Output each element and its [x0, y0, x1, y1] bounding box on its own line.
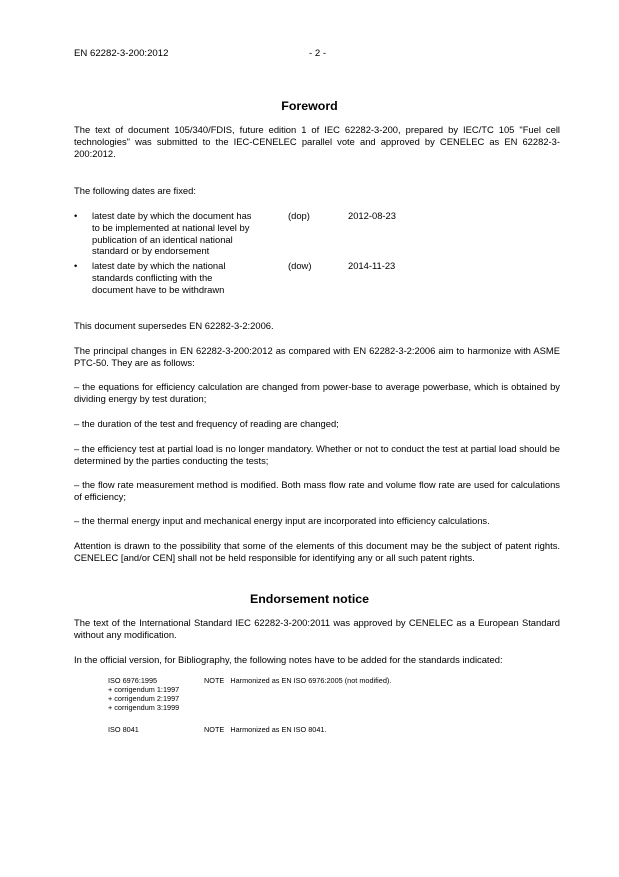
foreword-intro: The text of document 105/340/FDIS, future edition 1 of IEC 62282-3-200, prepared by IEC/TC 105 "Fuel cell technologies" was submitted to the IEC-CENELEC parallel vote and approved by CENELEC as EN 62282-3-200:2012. [74, 124, 560, 159]
biblio-standard-line: + corrigendum 3:1999 [108, 703, 180, 712]
dates-item-line: publication of an identical national [92, 233, 233, 245]
dates-item-line: document have to be withdrawn [92, 283, 225, 295]
dates-bullet: • [74, 210, 78, 221]
dates-item-line: latest date by which the national [92, 260, 226, 271]
supersedes-text: This document supersedes EN 62282-3-2:2006. [74, 320, 274, 331]
biblio-standard-line: + corrigendum 1:1997 [108, 685, 180, 694]
dates-item-code: (dow) [288, 260, 312, 271]
change-item: – the efficiency test at partial load is no longer mandatory. Whether or not to conduct the test at partial load should be determined by the parties conducting the tests; [74, 443, 560, 466]
endorsement-text: The text of the International Standard IEC 62282-3-200:2011 was approved by CENELEC as a European Standard without any modification. [74, 617, 560, 640]
biblio-standard-line: ISO 6976:1995 [108, 676, 158, 685]
bibliography-intro: In the official version, for Bibliography, the following notes have to be added for the standards indicated: [74, 654, 503, 665]
biblio-standard [108, 676, 179, 712]
biblio-standard-line: + corrigendum 2:1997 [108, 694, 180, 703]
foreword-title: Foreword [281, 99, 338, 113]
header-doc-id: EN 62282-3-200:2012 [74, 48, 169, 59]
dates-item-date: 2014-11-23 [348, 260, 396, 271]
dates-item-description [92, 210, 280, 257]
dates-bullet: • [74, 260, 78, 271]
endorsement-title: Endorsement notice [249, 592, 370, 606]
dates-intro: The following dates are fixed: [74, 185, 196, 196]
change-item: – the duration of the test and frequency of reading are changed; [74, 418, 339, 429]
change-item: – the flow rate measurement method is modified. Both mass flow rate and volume flow rate are used for calculations of efficiency; [74, 479, 560, 502]
dates-item-description [92, 260, 280, 295]
header-page-number: - 2 - [309, 48, 327, 59]
dates-item-line: standard or by endorsement [92, 245, 210, 257]
biblio-note: NOTE Harmonized as EN ISO 6976:2005 (not modified). [204, 676, 392, 685]
biblio-standard [108, 725, 139, 734]
biblio-note: NOTE Harmonized as EN ISO 8041. [204, 725, 327, 734]
dates-item-line: to be implemented at national level by [92, 221, 250, 233]
change-item: – the equations for efficiency calculation are changed from power-base to average powerbase, which is obtained by dividing energy by test duration; [74, 381, 560, 404]
change-item: – the thermal energy input and mechanical energy input are incorporated into efficiency calculations. [74, 515, 490, 526]
dates-item-line: standards conflicting with the [92, 271, 213, 283]
dates-item-date: 2012-08-23 [348, 210, 396, 221]
biblio-standard-line: ISO 8041 [108, 725, 139, 734]
dates-item-line: latest date by which the document has [92, 210, 252, 221]
changes-intro: The principal changes in EN 62282-3-200:2012 as compared with EN 62282-3-2:2006 aim to harmonize with ASME PTC-50. They are as follows: [74, 345, 560, 368]
patent-notice: Attention is drawn to the possibility that some of the elements of this document may be the subject of patent rights. CENELEC [and/or CEN] shall not be held responsible for identifying any or all such patent rights. [74, 540, 560, 563]
dates-item-code: (dop) [288, 210, 310, 221]
